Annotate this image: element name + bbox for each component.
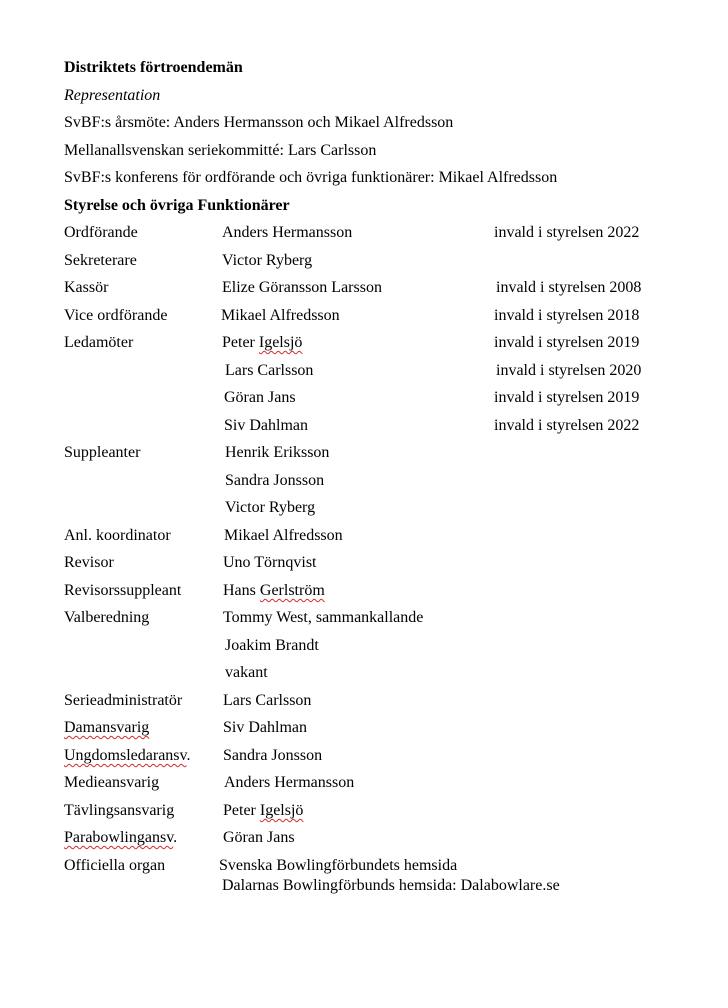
member-name: Tommy West, sammankallande	[223, 609, 424, 626]
member-name: Victor Ryberg	[225, 499, 316, 516]
board-row	[0, 388, 728, 410]
role-label: Damansvarig	[64, 719, 150, 736]
role-label: Ledamöter	[64, 334, 134, 351]
elected-note: invald i styrelsen 2008	[496, 279, 642, 296]
member-name: Lars Carlsson	[223, 692, 312, 709]
elected-note: invald i styrelsen 2019	[494, 389, 640, 406]
member-name: Henrik Eriksson	[225, 444, 330, 461]
member-name: Siv Dahlman	[223, 719, 307, 736]
role-label: Anl. koordinator	[64, 527, 171, 544]
role-label	[64, 828, 177, 848]
role-label: Valberedning	[64, 609, 150, 626]
representation-line: Mellanallsvenskan seriekommitté: Lars Carlsson	[64, 142, 377, 159]
role-label: Serieadministratör	[64, 692, 183, 709]
member-name: Mikael Alfredsson	[221, 307, 340, 324]
role-label: Ordförande	[64, 224, 138, 241]
role-label	[64, 746, 191, 766]
board-row	[0, 471, 728, 493]
member-name: Göran Jans	[224, 389, 296, 406]
spellcheck-word: Gerlström	[259, 582, 325, 599]
member-name: Sandra Jonsson	[225, 472, 325, 489]
name-text: Peter	[223, 802, 260, 819]
board-row	[0, 773, 728, 795]
board-row	[0, 746, 728, 768]
official-organ-text: Dalarnas Bowlingförbunds hemsida: Dalabowlare.se	[222, 877, 560, 894]
role-label: Suppleanter	[64, 444, 141, 461]
role-label: Kassör	[64, 279, 109, 296]
member-name	[223, 581, 325, 601]
official-organ-row	[0, 876, 728, 898]
elected-note: invald i styrelsen 2022	[494, 417, 640, 434]
member-name: Elize Göransson Larsson	[222, 279, 382, 296]
spellcheck-word: Parabowlingansv	[64, 829, 174, 846]
board-row	[0, 608, 728, 630]
board-row	[0, 361, 728, 383]
member-name: Anders Hermansson	[224, 774, 355, 791]
member-name: Anders Hermansson	[222, 224, 353, 241]
representation-line: SvBF:s årsmöte: Anders Hermansson och Mikael Alfredsson	[64, 114, 454, 131]
role-label: Vice ordförande	[64, 307, 168, 324]
member-name: vakant	[225, 664, 268, 681]
role-label: Officiella organ	[64, 857, 166, 874]
board-row	[0, 691, 728, 713]
board-row	[0, 333, 728, 355]
official-organ-text: Svenska Bowlingförbundets hemsida	[219, 857, 458, 874]
board-row	[0, 251, 728, 273]
page-title: Distriktets förtroendemän	[64, 59, 243, 76]
board-row	[0, 828, 728, 850]
board-row	[0, 443, 728, 465]
member-name: Mikael Alfredsson	[224, 527, 343, 544]
board-row	[0, 553, 728, 575]
board-row	[0, 636, 728, 658]
member-name: Victor Ryberg	[222, 252, 313, 269]
member-name: Sandra Jonsson	[223, 747, 323, 764]
board-row	[0, 306, 728, 328]
elected-note: invald i styrelsen 2022	[494, 224, 640, 241]
board-row	[0, 223, 728, 245]
role-suffix: .	[173, 829, 178, 846]
role-label: Revisorssuppleant	[64, 582, 182, 599]
official-organ-row	[0, 856, 728, 878]
member-name: Göran Jans	[223, 829, 295, 846]
member-name: Lars Carlsson	[225, 362, 314, 379]
spellcheck-word: Igelsjö	[258, 334, 303, 351]
board-row	[0, 718, 728, 740]
name-text: Hans	[223, 582, 260, 599]
spellcheck-word: Ungdomsledaransv	[64, 747, 187, 764]
name-text: Peter	[222, 334, 259, 351]
member-name: Joakim Brandt	[225, 637, 319, 654]
role-suffix: .	[186, 747, 191, 764]
member-name: Uno Törnqvist	[223, 554, 317, 571]
elected-note: invald i styrelsen 2019	[494, 334, 640, 351]
elected-note: invald i styrelsen 2020	[496, 362, 642, 379]
elected-note: invald i styrelsen 2018	[494, 307, 640, 324]
board-row	[0, 581, 728, 603]
member-name: Siv Dahlman	[224, 417, 308, 434]
board-row	[0, 526, 728, 548]
board-heading: Styrelse och övriga Funktionärer	[64, 197, 290, 214]
board-row	[0, 498, 728, 520]
role-label: Tävlingsansvarig	[64, 802, 175, 819]
role-label: Medieansvarig	[64, 774, 160, 791]
member-name	[222, 333, 302, 353]
role-label: Sekreterare	[64, 252, 137, 269]
spellcheck-word: Igelsjö	[259, 802, 304, 819]
board-row	[0, 278, 728, 300]
role-label: Revisor	[64, 554, 114, 571]
member-name	[223, 801, 303, 821]
board-row	[0, 416, 728, 438]
representation-label: Representation	[64, 87, 161, 104]
representation-line: SvBF:s konferens för ordförande och övriga funktionärer: Mikael Alfredsson	[64, 169, 558, 186]
board-row	[0, 801, 728, 823]
board-row	[0, 663, 728, 685]
